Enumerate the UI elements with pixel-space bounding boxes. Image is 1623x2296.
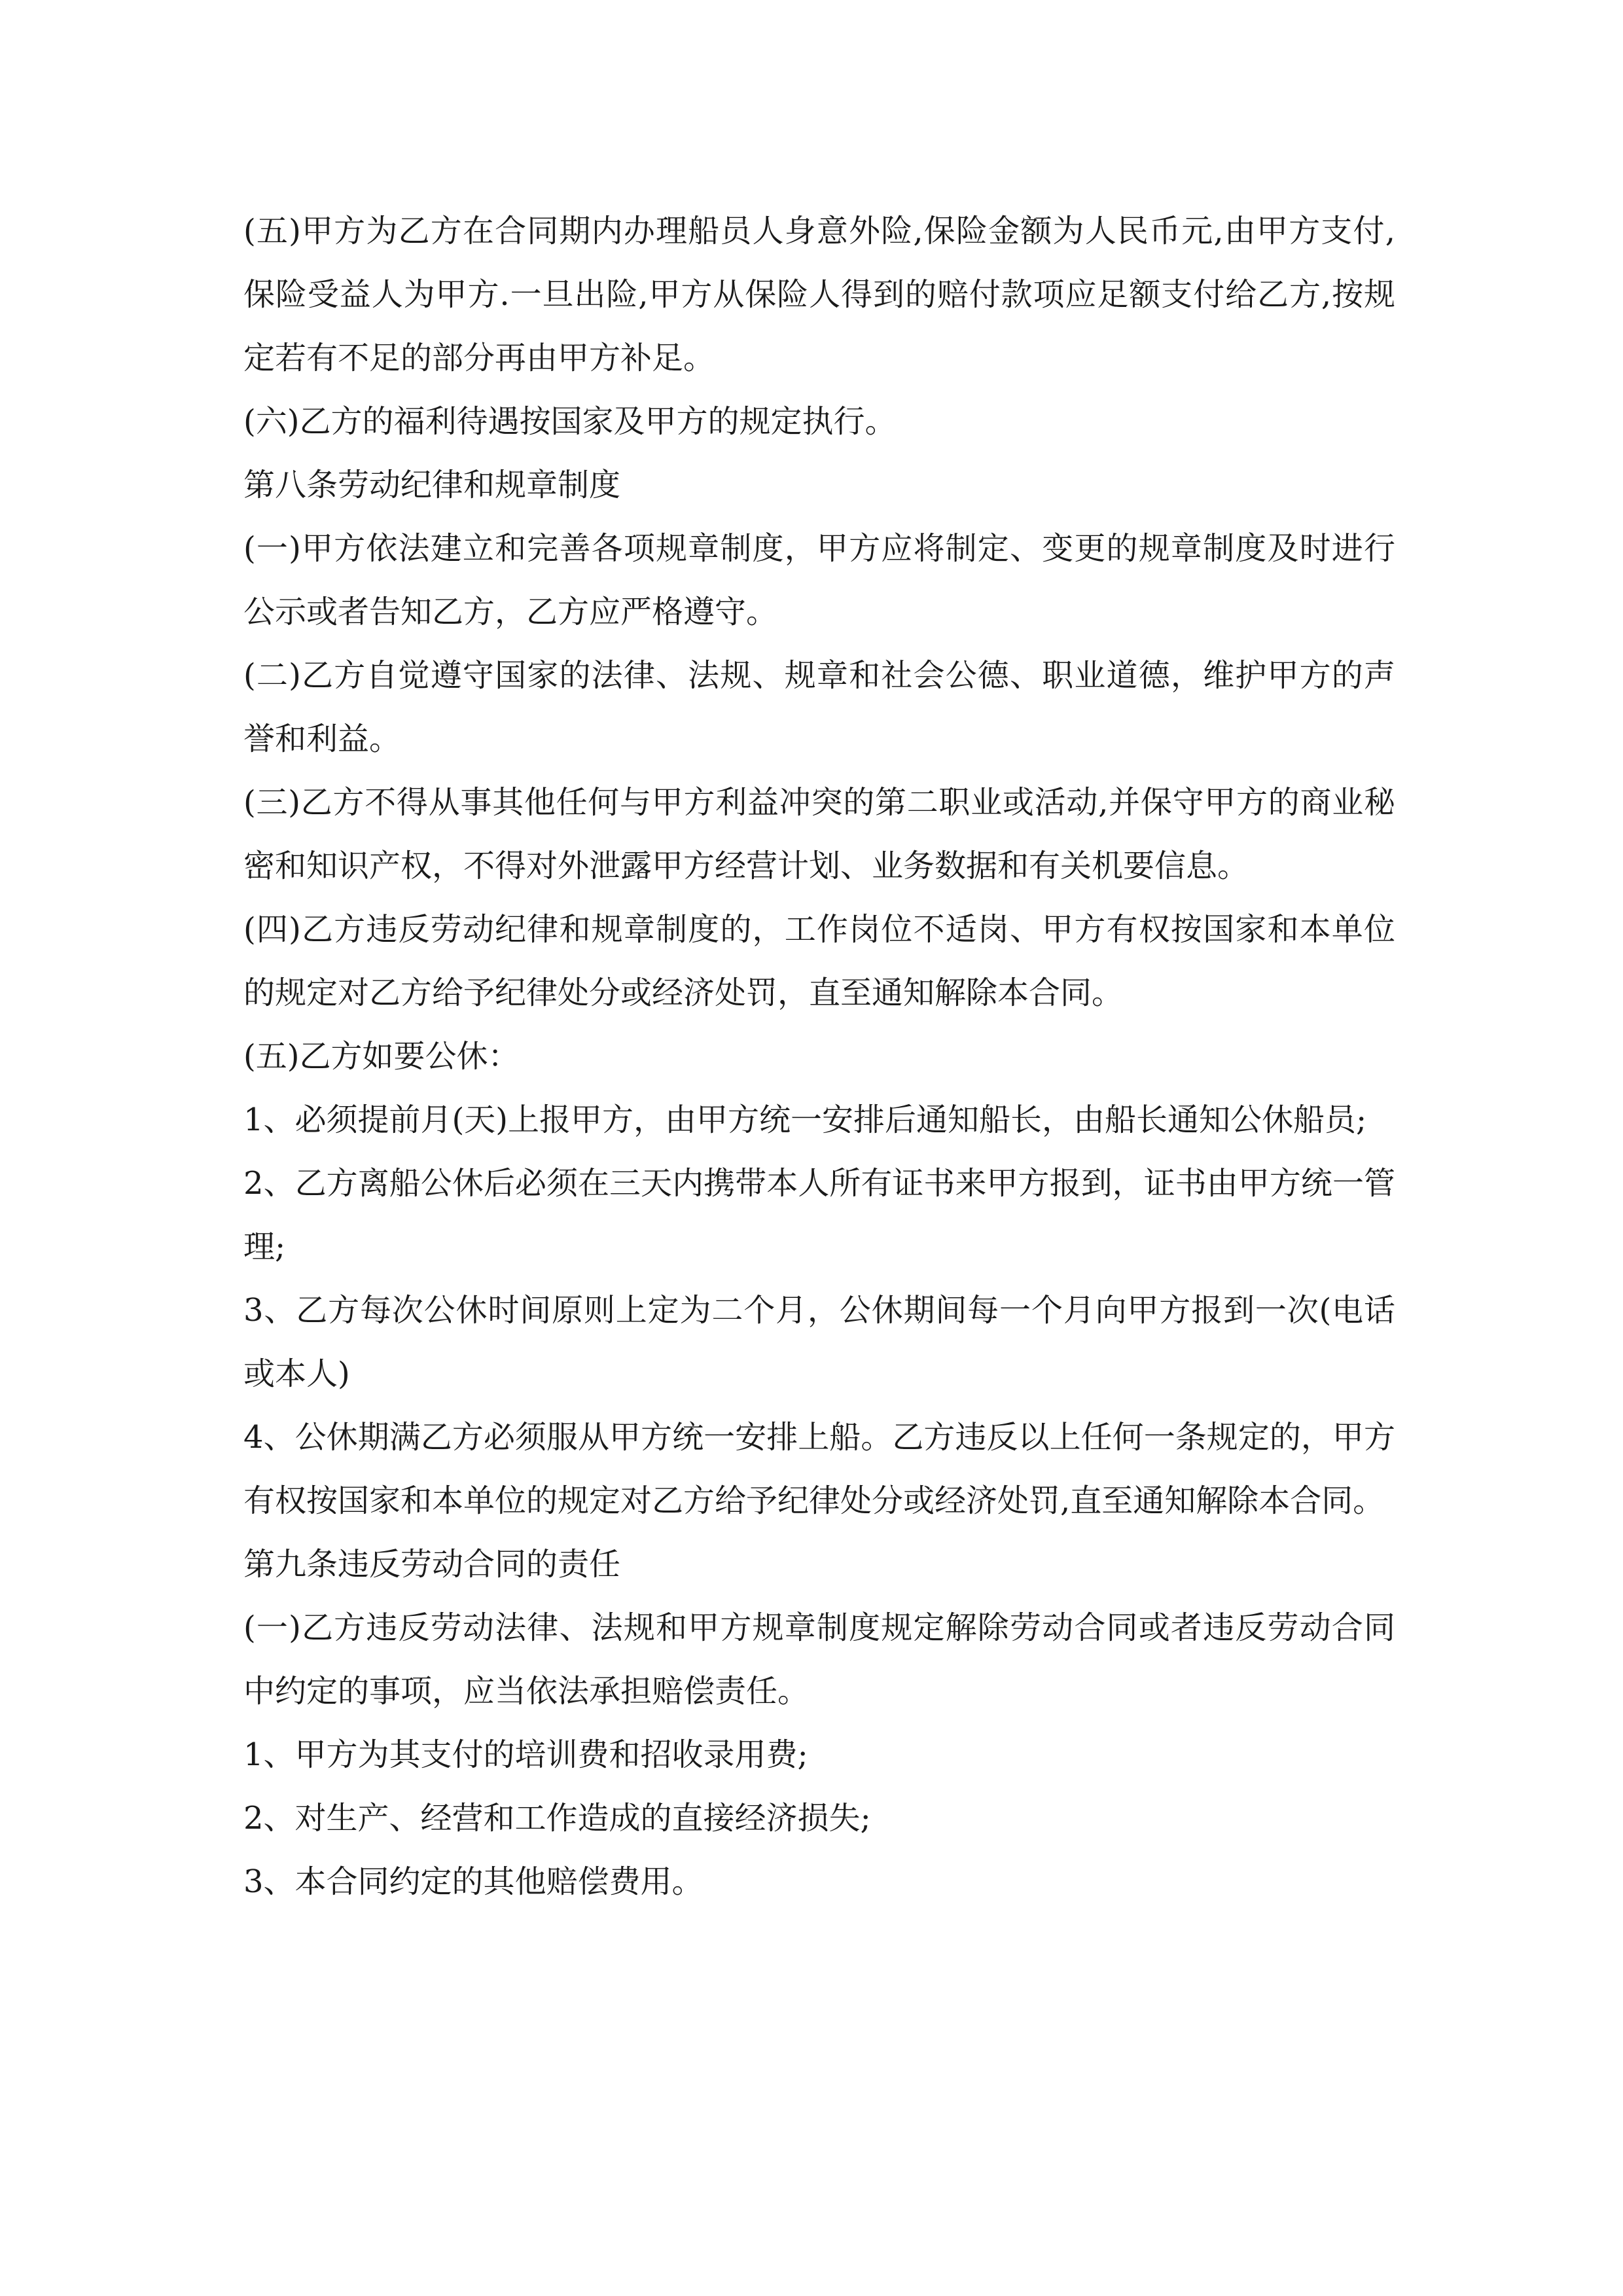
heading-article-8: 第八条劳动纪律和规章制度 — [243, 467, 621, 503]
list-item-leave-3: 3、乙方每次公休时间原则上定为二个月，公休期间每一个月向甲方报到一次(电话或本人) — [243, 1292, 1395, 1392]
list-item-liability-2: 2、对生产、经营和工作造成的直接经济损失; — [243, 1800, 871, 1837]
list-item-leave-4: 4、公休期满乙方必须服从甲方统一安排上船。乙方违反以上任何一条规定的，甲方有权按国家和本单位的规定对乙方给予纪律处分或经济处罚,直至通知解除本合同。 — [243, 1419, 1395, 1519]
paragraph-rules-4: (四)乙方违反劳动纪律和规章制度的，工作岗位不适岗、甲方有权按国家和本单位的规定对乙方给予纪律处分或经济处罚，直至通知解除本合同。 — [243, 911, 1395, 1011]
heading-article-9: 第九条违反劳动合同的责任 — [243, 1546, 621, 1583]
list-item-liability-1: 1、甲方为其支付的培训费和招收录用费; — [243, 1736, 808, 1773]
list-item-leave-1: 1、必须提前月(天)上报甲方，由甲方统一安排后通知船长，由船长通知公休船员; — [243, 1102, 1367, 1138]
list-item-leave-2: 2、乙方离船公休后必须在三天内携带本人所有证书来甲方报到，证书由甲方统一管理; — [243, 1165, 1395, 1265]
list-item-liability-3: 3、本合同约定的其他赔偿费用。 — [243, 1863, 704, 1900]
paragraph-rules-5: (五)乙方如要公休： — [243, 1038, 520, 1075]
paragraph-rules-2: (二)乙方自觉遵守国家的法律、法规、规章和社会公德、职业道德，维护甲方的声誉和利益。 — [243, 657, 1395, 757]
paragraph-liability-1: (一)乙方违反劳动法律、法规和甲方规章制度规定解除劳动合同或者违反劳动合同中约定的事项，应当依法承担赔偿责任。 — [243, 1609, 1395, 1710]
paragraph-rules-3: (三)乙方不得从事其他任何与甲方利益冲突的第二职业或活动,并保守甲方的商业秘密和知识产权，不得对外泄露甲方经营计划、业务数据和有关机要信息。 — [243, 784, 1395, 884]
paragraph-rules-1: (一)甲方依法建立和完善各项规章制度，甲方应将制定、变更的规章制度及时进行公示或者告知乙方，乙方应严格遵守。 — [243, 530, 1395, 630]
paragraph-welfare: (六)乙方的福利待遇按国家及甲方的规定执行。 — [243, 403, 897, 440]
document-body — [243, 200, 1395, 1914]
paragraph-insurance: (五)甲方为乙方在合同期内办理船员人身意外险,保险金额为人民币元,由甲方支付,保险受益人为甲方.一旦出险,甲方从保险人得到的赔付款项应足额支付给乙方,按规定若有不足的部分再由甲方补足。 — [243, 213, 1395, 376]
